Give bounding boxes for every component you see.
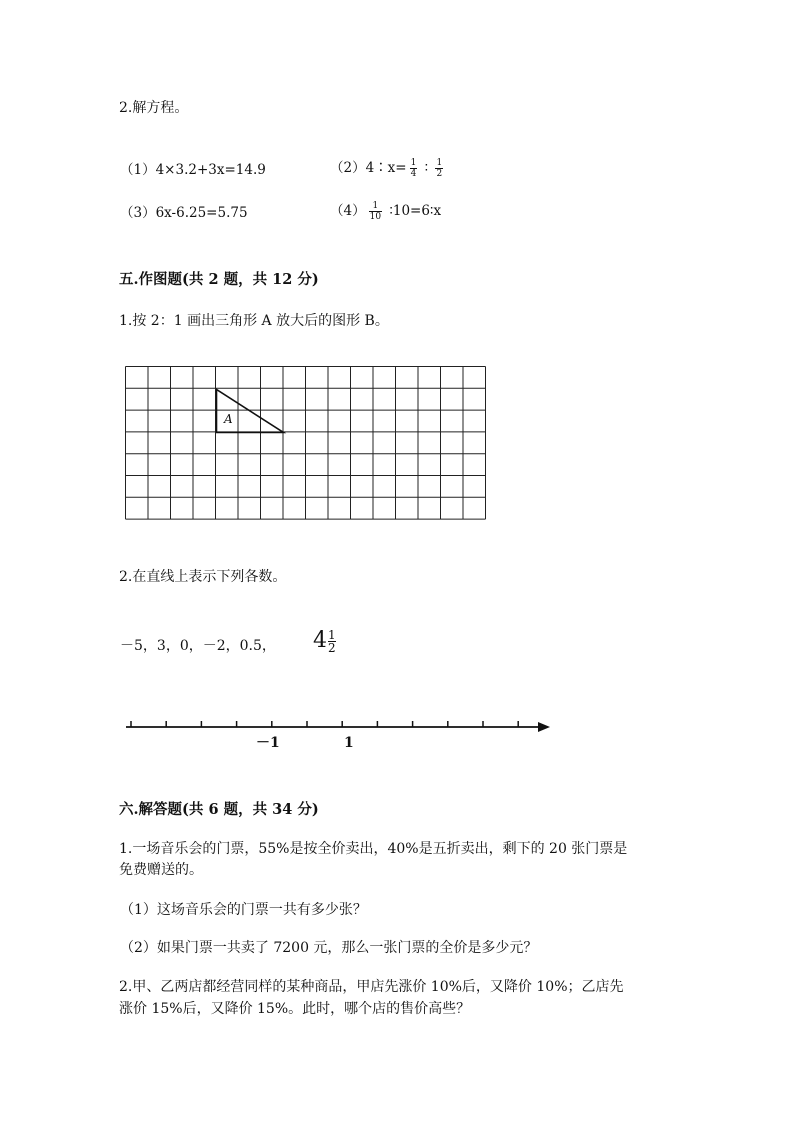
question-enlarge-triangle: 1.按 2：1 画出三角形 A 放大后的图形 B。 — [119, 313, 389, 329]
fraction: $\frac{1}{10}$ — [369, 201, 382, 222]
equation-suffix: ∶10=6∶x — [389, 203, 442, 219]
ratio-sign: ∶ — [424, 160, 429, 176]
numbers-list: －5，3，0，－2，0.5， — [120, 638, 276, 654]
equation-1 — [120, 158, 266, 178]
fraction: $\frac{1}{2}$ — [436, 158, 443, 179]
question-title-solve-equations: 2.解方程。 — [119, 100, 189, 116]
problem-1-sub-1: （1）这场音乐会的门票一共有多少张？ — [120, 902, 367, 918]
problem-1-line-1: 1.一场音乐会的门票，55%是按全价卖出，40%是五折卖出，剩下的 20 张门票是 — [119, 841, 628, 857]
equation-3 — [120, 201, 248, 221]
equation-prefix: 4∶x= — [365, 160, 407, 176]
equation-label: （1） — [120, 162, 156, 178]
equation-label: （4） — [330, 203, 366, 219]
equation-text: 4×3.2+3x=14.9 — [155, 162, 266, 178]
problem-2-line-2: 涨价 15%后，又降价 15%。此时，哪个店的售价高些？ — [119, 1001, 471, 1017]
question-number-line: 2.在直线上表示下列各数。 — [119, 569, 287, 585]
square-grid — [125, 366, 489, 520]
problem-1-sub-2: （2）如果门票一共卖了 7200 元，那么一张门票的全价是多少元？ — [120, 940, 538, 956]
equation-4 — [330, 199, 441, 222]
mixed-whole: 4 — [313, 628, 327, 653]
equation-label: （2） — [330, 160, 366, 176]
equation-label: （3） — [120, 205, 156, 221]
arrow-head-icon — [538, 722, 550, 732]
equation-2 — [330, 156, 446, 179]
fraction: $\frac{1}{4}$ — [410, 158, 417, 179]
mixed-fraction: $\frac{1}{2}$ — [328, 627, 336, 655]
problem-1-line-2: 免费赠送的。 — [119, 862, 203, 878]
triangle-a — [217, 390, 284, 433]
problem-2-line-1: 2.甲、乙两店都经营同样的某种商品，甲店先涨价 10%后，又降价 10%；乙店先 — [119, 979, 624, 995]
triangle-label: A — [224, 412, 233, 426]
equation-text: 6x-6.25=5.75 — [155, 205, 248, 221]
section-heading-drawing: 五.作图题(共 2 题，共 12 分) — [119, 271, 319, 288]
number-line — [124, 714, 564, 754]
axis-label-one: 1 — [344, 735, 354, 751]
section-heading-word-problems: 六.解答题(共 6 题，共 34 分) — [119, 801, 319, 818]
axis-label-minus-one: －1 — [256, 735, 280, 751]
mixed-number — [313, 628, 336, 654]
